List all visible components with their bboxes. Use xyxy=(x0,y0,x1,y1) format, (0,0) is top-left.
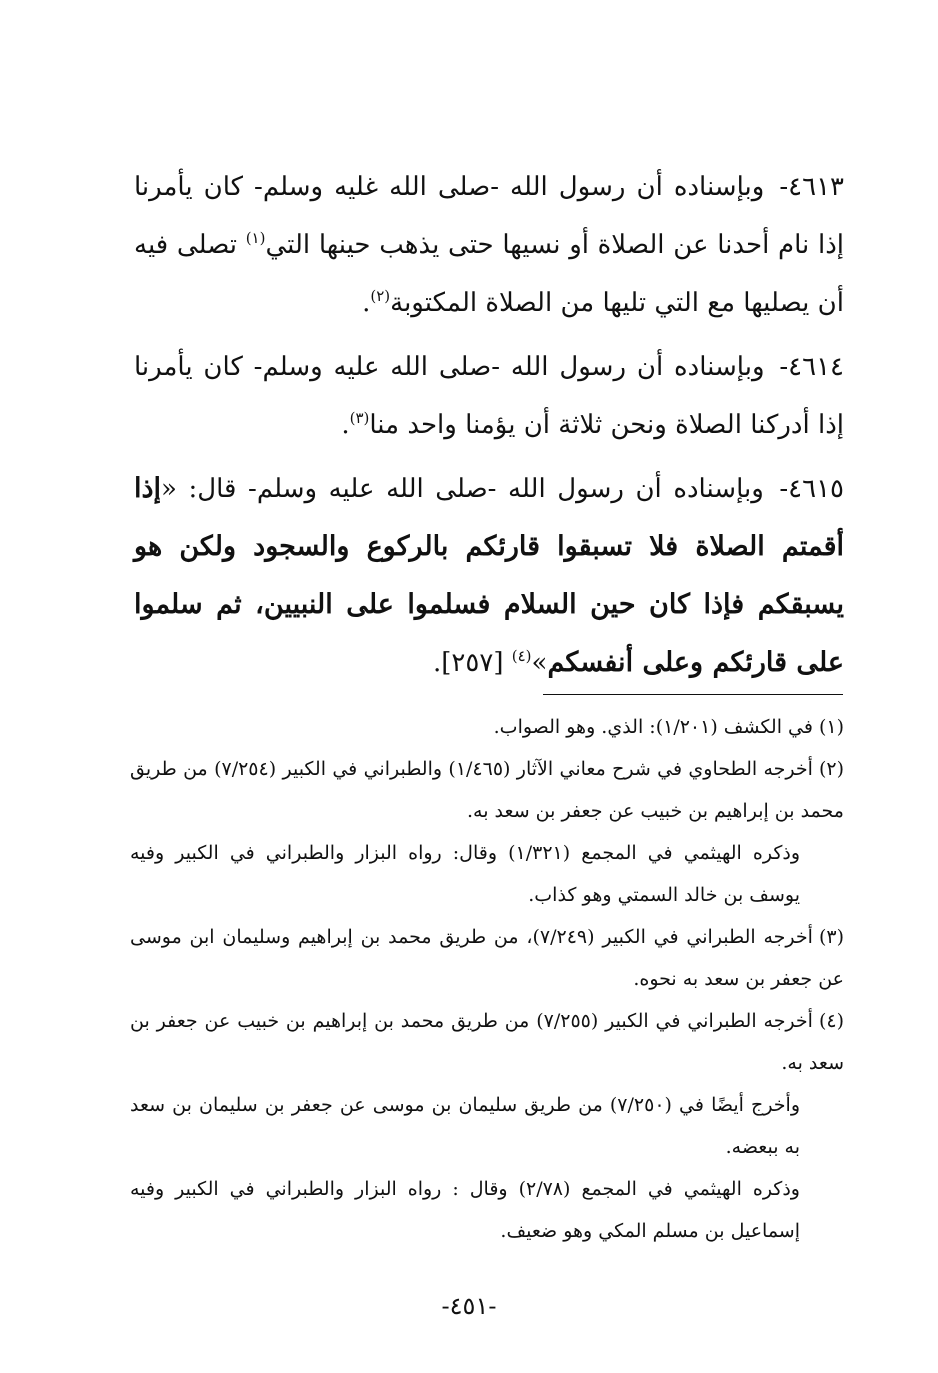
footnote-marker: (٤) xyxy=(511,647,532,665)
footnote-text: وأخرج أيضًا في (٧/٢٥٠) من طريق سليمان بن موسى عن جعفر بن سليمان بن سعد به ببعضه. xyxy=(130,1094,800,1158)
footnote-text: أخرجه الطحاوي في شرح معاني الآثار (١/٤٦٥) والطبراني في الكبير (٧/٢٥٤) من طريق محمد بن إبراهيم بن خبيب عن جعفر بن سعد به. xyxy=(130,758,844,822)
footnote-2 xyxy=(130,748,844,832)
footnote-label: (٤) xyxy=(818,1010,845,1032)
hadith-4615 xyxy=(134,460,844,692)
footnote-text: في الكشف (١/٢٠١): الذي. وهو الصواب. xyxy=(493,716,813,738)
page-number: -٤٥١- xyxy=(441,1292,497,1320)
hadith-4614 xyxy=(134,338,844,454)
main-text xyxy=(134,158,844,698)
footnote-3 xyxy=(130,916,844,1000)
footnote-separator xyxy=(543,694,843,695)
footnote-marker: (١) xyxy=(245,229,266,247)
footnote-4-continuation-2 xyxy=(130,1168,844,1252)
hadith-text: وبإسناده أن رسول الله -صلى الله غليه وسلم- كان يأمرنا إذا نام أحدنا عن الصلاة أو نسيها حتى يذهب حينها التي xyxy=(134,172,845,260)
footnote-1 xyxy=(130,706,844,748)
footnote-label: (٣) xyxy=(818,926,844,948)
footnote-text: أخرجه الطبراني في الكبير (٧/٢٥٥) من طريق محمد بن إبراهيم بن خبيب عن جعفر بن سعد به. xyxy=(130,1010,844,1074)
hadith-text: وبإسناده أن رسول الله -صلى الله عليه وسلم- كان يأمرنا إذا أدركنا الصلاة ونحن ثلاثة أن يؤمنا واحد منا xyxy=(134,352,844,440)
footnote-4-continuation xyxy=(130,1084,844,1168)
punctuation: . xyxy=(362,288,371,318)
hadith-number: ٤٦١٤- xyxy=(779,352,845,382)
footnote-label: (١) xyxy=(818,716,844,738)
footnote-text: أخرجه الطبراني في الكبير (٧/٢٤٩)، من طريق محمد بن إبراهيم وسليمان ابن موسى عن جعفر بن سعد به نحوه. xyxy=(130,926,844,990)
punctuation: . xyxy=(341,410,350,440)
footnote-text: وذكره الهيثمي في المجمع (١/٣٢١) وقال: رواه البزار والطبراني في الكبير وفيه يوسف بن خالد السمتي وهو كذاب. xyxy=(130,842,800,906)
punctuation: . xyxy=(432,648,442,678)
reference-number: [٢٥٧] xyxy=(441,648,504,678)
footnote-marker: (٢) xyxy=(370,287,391,305)
footnote-text: وذكره الهيثمي في المجمع (٢/٧٨) وقال : رواه البزار والطبراني في الكبير وفيه إسماعيل بن مسلم المكي وهو ضعيف. xyxy=(130,1178,800,1242)
hadith-number: ٤٦١٥- xyxy=(779,474,845,504)
quote-close: » xyxy=(531,648,548,678)
footnotes xyxy=(130,706,844,1252)
footnote-label: (٢) xyxy=(818,758,844,780)
hadith-number: ٤٦١٣- xyxy=(779,172,844,202)
hadith-quote-bold: إذا أقمتم الصلاة فلا تسبقوا قارئكم بالركوع والسجود ولكن هو يسبقكم فإذا كان حين السلام فسلموا على النبيين، ثم سلموا على قارئكم وعلى أنفسكم xyxy=(134,473,844,678)
footnote-4 xyxy=(130,1000,844,1084)
footnote-2-continuation xyxy=(130,832,844,916)
hadith-text: تصلى فيه أن يصليها مع التي تليها من الصلاة المكتوبة xyxy=(134,230,844,318)
footnote-marker: (٣) xyxy=(349,409,370,427)
hadith-4613 xyxy=(134,158,844,332)
hadith-text: وبإسناده أن رسول الله -صلى الله عليه وسلم- قال: « xyxy=(161,474,764,504)
